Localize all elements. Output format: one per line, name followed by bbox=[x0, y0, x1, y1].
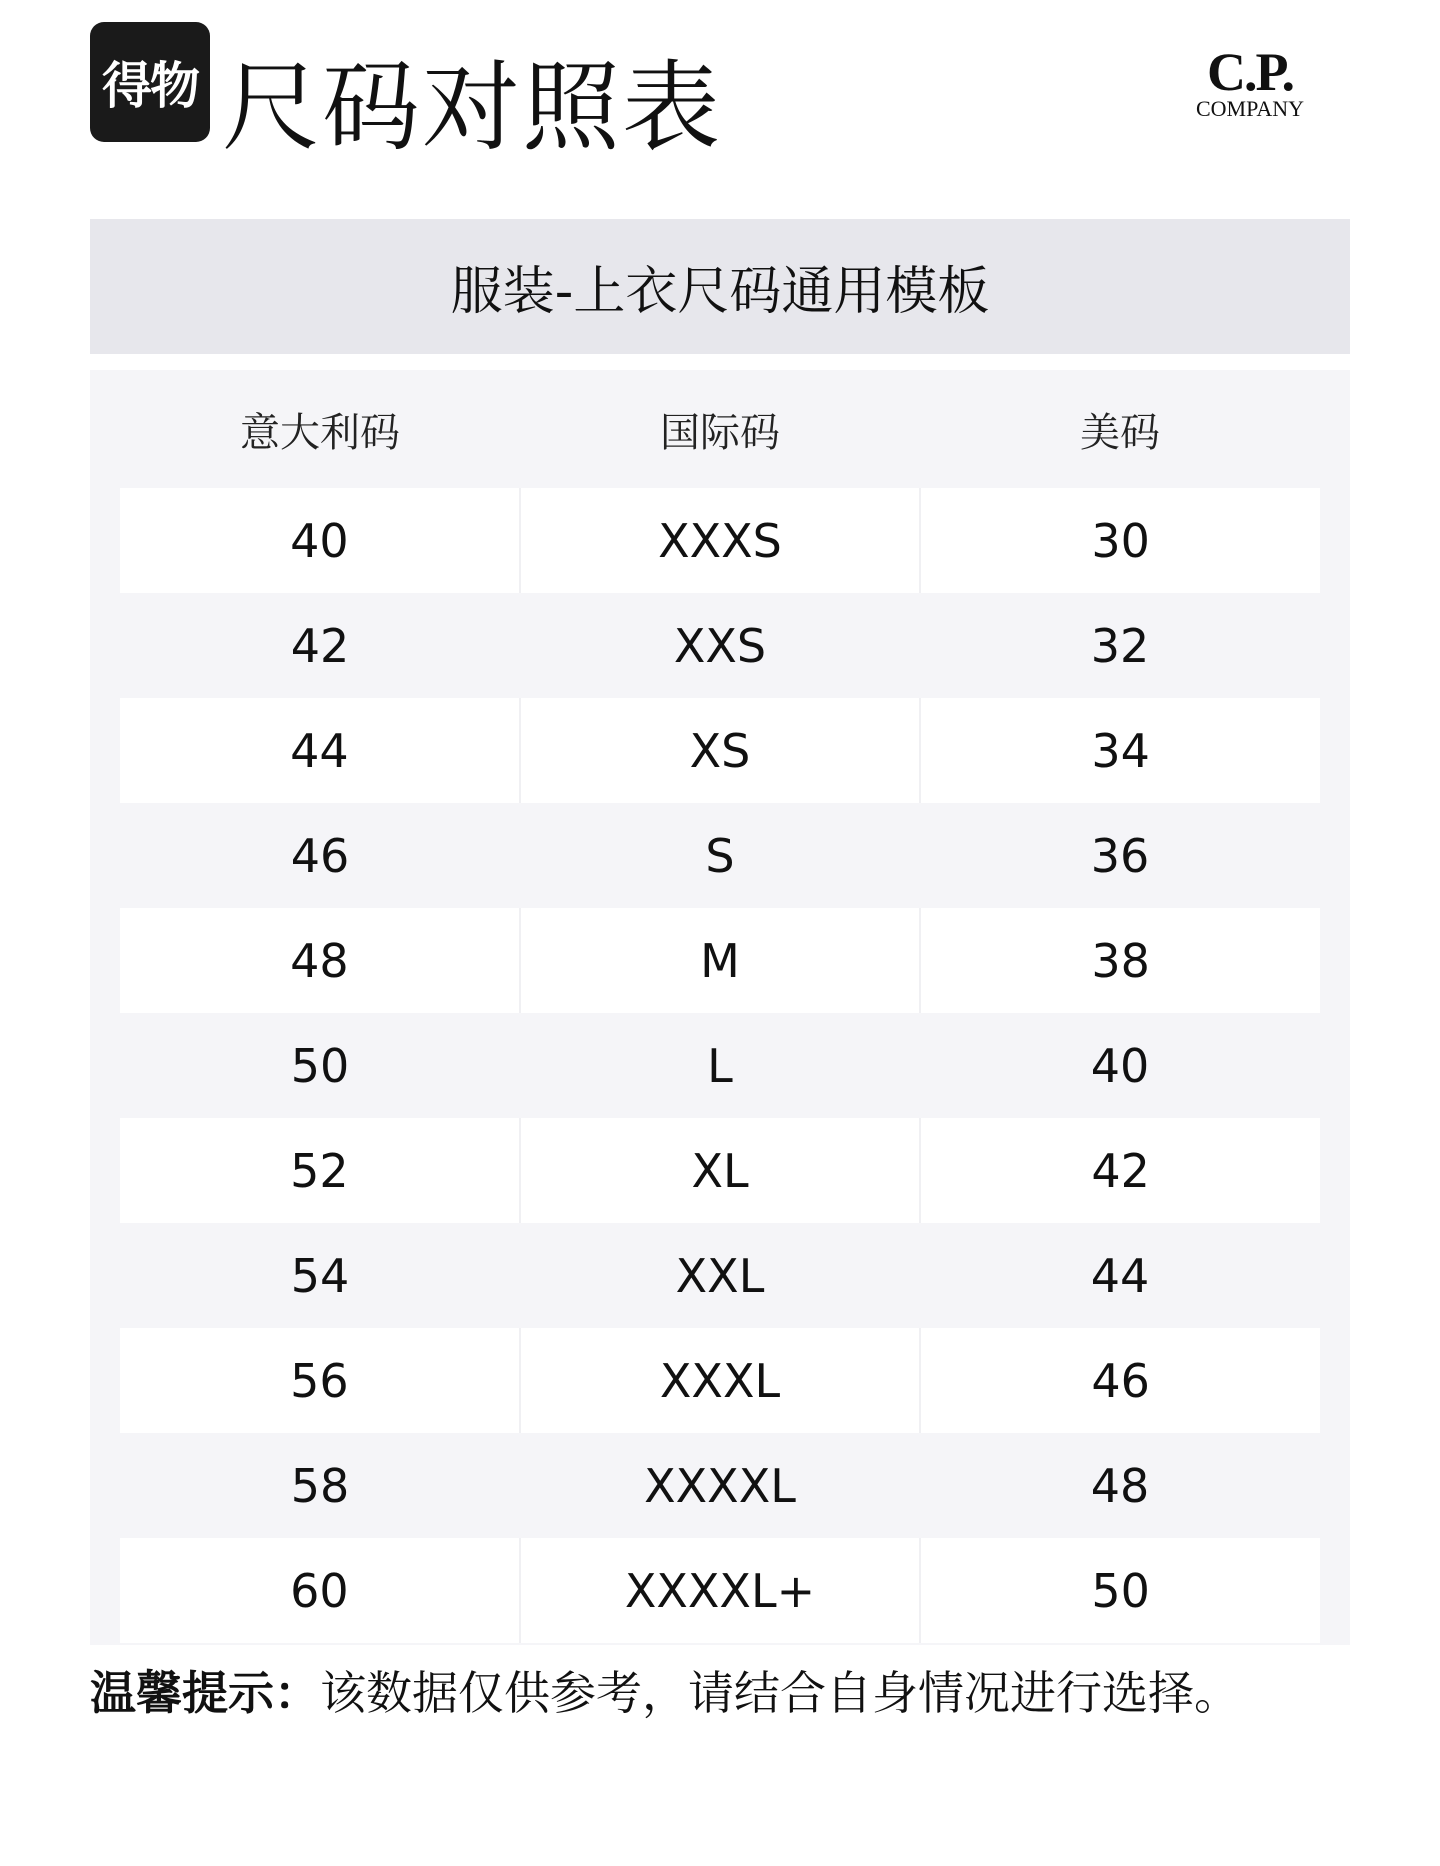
size-table bbox=[90, 370, 1350, 1645]
notice-label: 温馨提示： bbox=[90, 1666, 320, 1720]
brand-logo-mark: C.P. bbox=[1206, 42, 1294, 102]
cell-international: XXL bbox=[675, 1248, 765, 1303]
brand-logo-name: COMPANY bbox=[1195, 96, 1304, 121]
section-title: 服装-上衣尺码通用模板 bbox=[90, 219, 1350, 354]
size-notice bbox=[90, 1658, 1390, 1728]
table-header bbox=[120, 370, 1320, 488]
cell-italian: 44 bbox=[120, 698, 519, 803]
notice-text: 该数据仅供参考，请结合自身情况进行选择。 bbox=[320, 1666, 1240, 1720]
cell-us: 50 bbox=[919, 1538, 1320, 1643]
page-title: 尺码对照表 bbox=[222, 51, 723, 165]
cell-us: 42 bbox=[919, 1118, 1320, 1223]
table-row bbox=[120, 1118, 1320, 1223]
cell-us: 44 bbox=[1090, 1248, 1150, 1303]
cell-us: 36 bbox=[1090, 828, 1150, 883]
cell-italian: 60 bbox=[120, 1538, 519, 1643]
cell-italian: 48 bbox=[120, 908, 519, 1013]
cell-international: S bbox=[705, 828, 735, 883]
cell-italian: 40 bbox=[120, 488, 519, 593]
cell-us: 30 bbox=[919, 488, 1320, 593]
table-row bbox=[120, 593, 1320, 698]
table-row bbox=[120, 1013, 1320, 1118]
table-row bbox=[120, 803, 1320, 908]
table-body bbox=[120, 488, 1320, 1643]
cell-international: L bbox=[707, 1038, 733, 1093]
cell-international: XL bbox=[519, 1118, 920, 1223]
table-row bbox=[120, 488, 1320, 593]
cell-italian: 56 bbox=[120, 1328, 519, 1433]
table-row bbox=[120, 1433, 1320, 1538]
cell-us: 40 bbox=[1090, 1038, 1150, 1093]
cell-italian: 58 bbox=[290, 1458, 350, 1513]
column-header-international: 国际码 bbox=[660, 409, 780, 456]
cell-international: XXXXL bbox=[644, 1458, 796, 1513]
cell-us: 38 bbox=[919, 908, 1320, 1013]
table-row bbox=[120, 1328, 1320, 1433]
cell-italian: 46 bbox=[290, 828, 350, 883]
cell-italian: 42 bbox=[290, 618, 350, 673]
cell-italian: 52 bbox=[120, 1118, 519, 1223]
cell-italian: 54 bbox=[290, 1248, 350, 1303]
table-row bbox=[120, 1538, 1320, 1643]
table-row bbox=[120, 698, 1320, 803]
cell-italian: 50 bbox=[290, 1038, 350, 1093]
column-header-us: 美码 bbox=[1080, 409, 1160, 456]
app-logo: 得物 bbox=[90, 22, 210, 142]
cell-us: 46 bbox=[919, 1328, 1320, 1433]
table-row bbox=[120, 1223, 1320, 1328]
brand-logo bbox=[1190, 42, 1310, 121]
cell-international: XXXL bbox=[519, 1328, 920, 1433]
cell-us: 34 bbox=[919, 698, 1320, 803]
cell-international: XXXS bbox=[519, 488, 920, 593]
cell-international: XXS bbox=[673, 618, 767, 673]
cell-us: 32 bbox=[1090, 618, 1150, 673]
cell-international: XXXXL+ bbox=[519, 1538, 920, 1643]
table-row bbox=[120, 908, 1320, 1013]
column-header-italian: 意大利码 bbox=[240, 409, 400, 456]
cell-us: 48 bbox=[1090, 1458, 1150, 1513]
page-header bbox=[0, 0, 1440, 200]
cell-international: XS bbox=[519, 698, 920, 803]
cell-international: M bbox=[519, 908, 920, 1013]
